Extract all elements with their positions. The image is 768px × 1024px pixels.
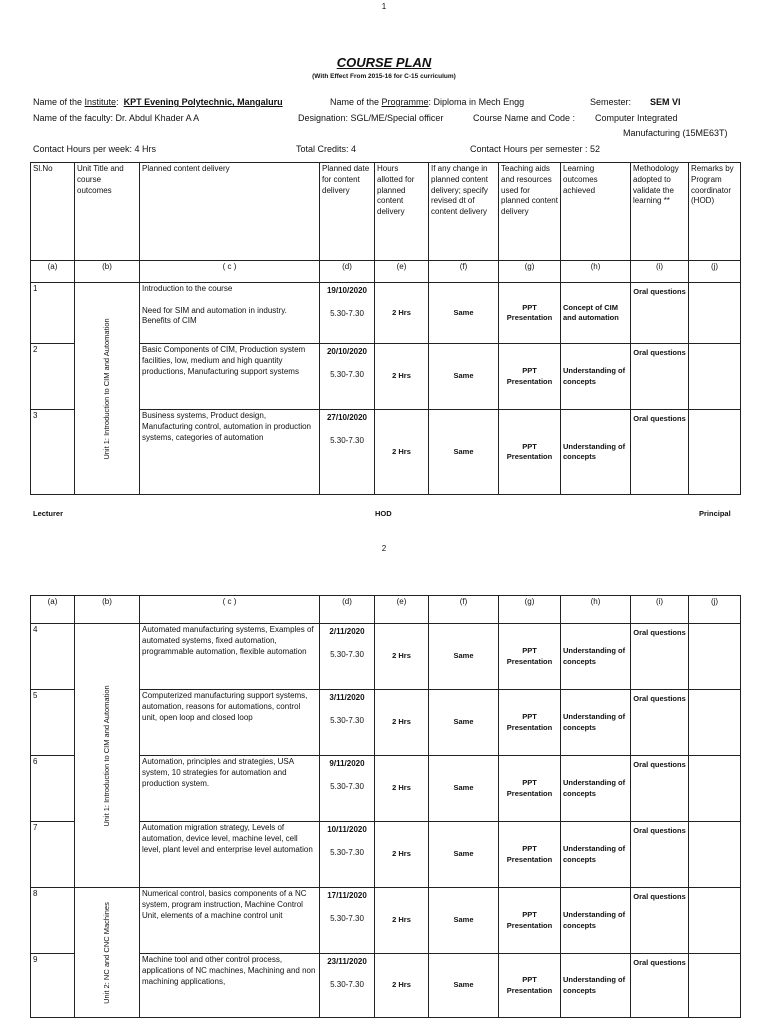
row-method: Oral questions — [631, 283, 689, 344]
row-change: Same — [429, 410, 499, 495]
unit-title: Unit 1: Introduction to CIM and Automation — [101, 317, 111, 460]
header-content: Planned content delivery — [140, 163, 320, 261]
row-content: Automation, principles and strategies, USA system, 10 strategies for automation and production system. — [140, 756, 320, 822]
page-number: 2 — [381, 544, 387, 553]
course-value-line1: Computer Integrated — [595, 113, 678, 123]
row-date: 17/11/2020 5.30-7.30 — [320, 888, 375, 954]
row-sl: 7 — [31, 822, 75, 888]
row-remarks — [689, 756, 741, 822]
row-change: Same — [429, 283, 499, 344]
row-outcome: Concept of CIM and automation — [561, 283, 631, 344]
row-sl: 9 — [31, 954, 75, 1018]
header-change: If any change in planned content delivery; specify revised dt of content delivery — [429, 163, 499, 261]
contact-hours-semester: Contact Hours per semester : 52 — [470, 144, 601, 154]
col-label: (g) — [499, 596, 561, 624]
row-aids: PPT Presentation — [499, 690, 561, 756]
row-sl: 2 — [31, 344, 75, 410]
row-content: Basic Components of CIM, Production system facilities, low, medium and high quantity productions, Manufacturing support systems — [140, 344, 320, 410]
header-date: Planned date for content delivery — [320, 163, 375, 261]
row-aids: PPT Presentation — [499, 283, 561, 344]
row-change: Same — [429, 624, 499, 690]
header-hours: Hours allotted for planned content delivery — [375, 163, 429, 261]
institute-line: Name of the Institute: KPT Evening Polytechnic, Mangaluru — [33, 97, 283, 107]
row-sl: 3 — [31, 410, 75, 495]
row-hours: 2 Hrs — [375, 822, 429, 888]
row-aids: PPT Presentation — [499, 344, 561, 410]
col-label: (d) — [320, 261, 375, 283]
row-hours: 2 Hrs — [375, 690, 429, 756]
col-label: (i) — [631, 261, 689, 283]
course-plan-table-1 — [30, 162, 741, 495]
col-label: (j) — [689, 261, 741, 283]
column-label-row — [31, 596, 741, 624]
row-content: Business systems, Product design, Manufacturing control, automation in production systems, categories of automation — [140, 410, 320, 495]
unit-cell — [75, 283, 140, 495]
unit-title: Unit 2: NC and CNC Machines — [101, 901, 111, 1004]
row-outcome: Understanding of concepts — [561, 624, 631, 690]
row-aids: PPT Presentation — [499, 888, 561, 954]
col-label: (e) — [375, 596, 429, 624]
row-remarks — [689, 690, 741, 756]
unit-cell — [75, 888, 140, 1018]
row-sl: 4 — [31, 624, 75, 690]
row-remarks — [689, 283, 741, 344]
programme-line: Name of the Programme: Diploma in Mech Engg — [330, 97, 525, 107]
course-plan-table-2 — [30, 595, 741, 1018]
header-unit: Unit Title and course outcomes — [75, 163, 140, 261]
semester-label: Semester: — [590, 97, 632, 107]
row-hours: 2 Hrs — [375, 344, 429, 410]
row-date: 20/10/2020 5.30-7.30 — [320, 344, 375, 410]
semester-value: SEM VI — [650, 97, 681, 107]
col-label: (i) — [631, 596, 689, 624]
row-change: Same — [429, 344, 499, 410]
row-change: Same — [429, 954, 499, 1018]
row-outcome: Understanding of concepts — [561, 888, 631, 954]
row-method: Oral questions — [631, 624, 689, 690]
row-outcome: Understanding of concepts — [561, 690, 631, 756]
row-change: Same — [429, 690, 499, 756]
row-remarks — [689, 888, 741, 954]
row-content: Automation migration strategy, Levels of automation, device level, machine level, cell level, plant level and enterprise level automation — [140, 822, 320, 888]
row-remarks — [689, 344, 741, 410]
col-label: (j) — [689, 596, 741, 624]
col-label: (d) — [320, 596, 375, 624]
row-change: Same — [429, 822, 499, 888]
row-hours: 2 Hrs — [375, 283, 429, 344]
col-label: (b) — [75, 596, 140, 624]
header-aids: Teaching aids and resources used for planned content delivery — [499, 163, 561, 261]
row-outcome: Understanding of concepts — [561, 410, 631, 495]
course-label: Course Name and Code : — [473, 113, 576, 123]
row-method: Oral questions — [631, 410, 689, 495]
faculty-line: Name of the faculty: Dr. Abdul Khader A A — [33, 113, 200, 123]
row-date: 27/10/2020 5.30-7.30 — [320, 410, 375, 495]
lecturer-signature-label: Lecturer — [33, 509, 64, 518]
contact-hours-week: Contact Hours per week: 4 Hrs — [33, 144, 157, 154]
row-date: 3/11/2020 5.30-7.30 — [320, 690, 375, 756]
page-subtitle: (With Effect From 2015-16 for C-15 curriculum) — [312, 73, 456, 80]
row-aids: PPT Presentation — [499, 822, 561, 888]
unit-title: Unit 1: Introduction to CIM and Automation — [101, 684, 111, 827]
col-label: (h) — [561, 261, 631, 283]
col-label: (h) — [561, 596, 631, 624]
row-method: Oral questions — [631, 756, 689, 822]
row-outcome: Understanding of concepts — [561, 954, 631, 1018]
row-content: Numerical control, basics components of a NC system, program instruction, Machine Control Unit, elements of a machine control unit — [140, 888, 320, 954]
row-aids: PPT Presentation — [499, 410, 561, 495]
row-sl: 6 — [31, 756, 75, 822]
row-method: Oral questions — [631, 344, 689, 410]
row-date: 23/11/2020 5.30-7.30 — [320, 954, 375, 1018]
institute-value: KPT Evening Polytechnic, Mangaluru — [123, 97, 283, 107]
row-hours: 2 Hrs — [375, 624, 429, 690]
row-content: Computerized manufacturing support systems, automation, reasons for automations, control unit, open loop and closed loop — [140, 690, 320, 756]
table-row — [31, 624, 741, 690]
row-outcome: Understanding of concepts — [561, 756, 631, 822]
row-sl: 1 — [31, 283, 75, 344]
unit-cell — [75, 624, 140, 888]
col-label: (f) — [429, 596, 499, 624]
table-header-row — [31, 163, 741, 261]
row-hours: 2 Hrs — [375, 954, 429, 1018]
hod-signature-label: HOD — [375, 509, 392, 518]
col-label: (e) — [375, 261, 429, 283]
row-remarks — [689, 954, 741, 1018]
row-remarks — [689, 624, 741, 690]
principal-signature-label: Principal — [699, 509, 731, 518]
row-hours: 2 Hrs — [375, 756, 429, 822]
col-label: ( c ) — [140, 596, 320, 624]
row-outcome: Understanding of concepts — [561, 822, 631, 888]
row-date: 9/11/2020 5.30-7.30 — [320, 756, 375, 822]
row-content: Automated manufacturing systems, Examples of automated systems, fixed automation, programmable automation, flexible automation — [140, 624, 320, 690]
col-label: (a) — [31, 596, 75, 624]
row-method: Oral questions — [631, 954, 689, 1018]
table-row — [31, 888, 741, 954]
col-label: (a) — [31, 261, 75, 283]
table-row — [31, 283, 741, 344]
total-credits: Total Credits: 4 — [296, 144, 357, 154]
row-change: Same — [429, 888, 499, 954]
col-label: ( c ) — [140, 261, 320, 283]
row-date: 2/11/2020 5.30-7.30 — [320, 624, 375, 690]
row-method: Oral questions — [631, 690, 689, 756]
row-aids: PPT Presentation — [499, 954, 561, 1018]
header-method: Methodology adopted to validate the learning ** — [631, 163, 689, 261]
page-number: 1 — [381, 2, 387, 11]
designation-line: Designation: SGL/ME/Special officer — [298, 113, 444, 123]
row-aids: PPT Presentation — [499, 624, 561, 690]
col-label: (g) — [499, 261, 561, 283]
row-outcome: Understanding of concepts — [561, 344, 631, 410]
row-sl: 8 — [31, 888, 75, 954]
row-remarks — [689, 822, 741, 888]
col-label: (f) — [429, 261, 499, 283]
row-aids: PPT Presentation — [499, 756, 561, 822]
col-label: (b) — [75, 261, 140, 283]
header-sl: Sl.No — [31, 163, 75, 261]
column-label-row — [31, 261, 741, 283]
course-value-line2: Manufacturing (15ME63T) — [623, 128, 728, 138]
row-hours: 2 Hrs — [375, 410, 429, 495]
row-remarks — [689, 410, 741, 495]
row-change: Same — [429, 756, 499, 822]
header-remarks: Remarks by Program coordinator (HOD) — [689, 163, 741, 261]
row-method: Oral questions — [631, 888, 689, 954]
row-date: 10/11/2020 5.30-7.30 — [320, 822, 375, 888]
header-outcomes: Learning outcomes achieved — [561, 163, 631, 261]
row-content: Introduction to the course Need for SIM and automation in industry. Benefits of CIM — [140, 283, 320, 344]
row-sl: 5 — [31, 690, 75, 756]
row-date: 19/10/2020 5.30-7.30 — [320, 283, 375, 344]
row-method: Oral questions — [631, 822, 689, 888]
row-hours: 2 Hrs — [375, 888, 429, 954]
page-title: COURSE PLAN — [336, 55, 432, 70]
row-content: Machine tool and other control process, applications of NC machines, Machining and non machining applications, — [140, 954, 320, 1018]
